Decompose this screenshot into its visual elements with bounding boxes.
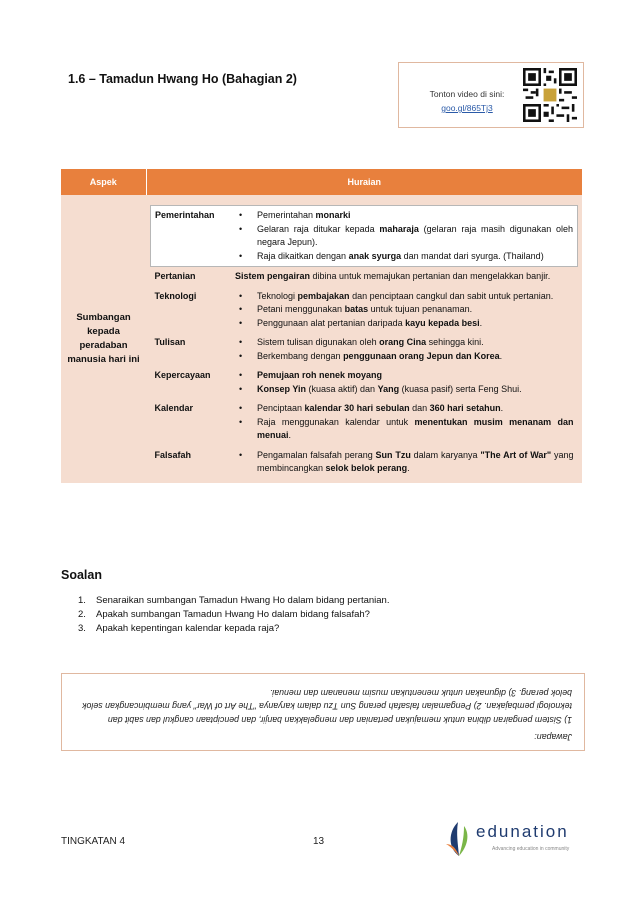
header-huraian: Huraian <box>146 169 582 195</box>
qr-code-icon[interactable] <box>523 68 577 122</box>
row-kepercayaan <box>151 366 578 399</box>
row-detail: • Teknologi pembajakan dan penciptaan cangkul dan sabit untuk pertanian. • Petani menggunakan batas untuk tujuan penanaman. • Penggunaan alat pertanian daripada kayu kepada besi. <box>231 287 578 334</box>
video-text <box>417 89 517 113</box>
row-pertanian <box>151 267 578 287</box>
row-detail: • Pengamalan falsafah perang Sun Tzu dalam karyanya "The Art of War" yang membincangkan selok belok perang. <box>231 446 578 479</box>
header-aspek: Aspek <box>61 169 146 195</box>
video-label: Tonton video di sini: <box>429 89 505 99</box>
question-list <box>78 594 389 636</box>
video-callout <box>398 62 584 128</box>
category-label: Kepercayaan <box>154 370 211 380</box>
row-detail: • Pemujaan roh nenek moyang • Konsep Yin (kuasa aktif) dan Yang (kuasa pasif) serta Feng Shui. <box>231 366 578 399</box>
row-detail: • Penciptaan kalendar 30 hari sebulan dan 360 hari setahun. • Raja menggunakan kalendar untuk menentukan musim menanam dan menuai. <box>231 399 578 446</box>
aspek-label: Sumbangan kepada peradaban manusia hari ini <box>61 195 146 483</box>
category-label: Pemerintahan <box>155 210 215 220</box>
row-teknologi <box>151 287 578 334</box>
leaf-icon <box>444 818 474 858</box>
answer-label: Jawapan: <box>534 732 572 742</box>
category-label: Falsafah <box>154 449 192 460</box>
page-title: 1.6 – Tamadun Hwang Ho (Bahagian 2) <box>68 72 297 86</box>
category-label: Teknologi <box>154 290 197 301</box>
question-item: 2. Apakah sumbangan Tamadun Hwang Ho dalam bidang falsafah? <box>78 608 389 622</box>
footer-grade: TINGKATAN 4 <box>61 836 126 847</box>
row-kalendar <box>151 399 578 446</box>
row-detail: Sistem pengairan dibina untuk memajukan pertanian dan mengelakkan banjir. <box>235 271 551 281</box>
category-label: Tulisan <box>154 337 186 347</box>
logo-subtitle: Advancing education in community <box>492 846 570 852</box>
row-detail: • Pemerintahan monarki • Gelaran raja ditukar kepada maharaja (gelaran raja masih digunakan oleh negara Jepun). • Raja dikaitkan dengan anak syurga dan mandat dari syurga. (Thailand) <box>231 206 578 267</box>
answer-box <box>61 673 585 751</box>
logo-text: edunation <box>476 822 569 841</box>
answer-upside-down <box>62 674 584 750</box>
category-label: Kalendar <box>154 403 194 413</box>
edunation-logo <box>444 818 584 860</box>
row-falsafah <box>151 446 578 479</box>
answer-text: 1) Sistem pengairan dibina untuk memajukan pertanian dan mengelakkan banjir, dan penciptaan cangkul dan sabit dan teknologi pembajakan. 2) Pengamalan falsafah perang Sun Tzu dalam karyanya "The Art of War" yang membincangkan selok belok perang. 3) digunakan untuk menentukan musim menanam dan menuai. <box>82 688 572 725</box>
question-item: 3. Apakah kepentingan kalendar kepada raja? <box>78 622 389 636</box>
soalan-heading: Soalan <box>61 568 102 582</box>
category-label: Pertanian <box>154 271 196 281</box>
huraian-table <box>61 169 582 483</box>
question-item: 1. Senaraikan sumbangan Tamadun Hwang Ho dalam bidang pertanian. <box>78 594 389 608</box>
row-detail: • Sistem tulisan digunakan oleh orang Cina sehingga kini. • Berkembang dengan penggunaan orang Jepun dan Korea. <box>231 333 578 366</box>
row-tulisan <box>151 333 578 366</box>
video-link[interactable]: goo.gl/865Tj3 <box>441 103 493 113</box>
huraian-panel <box>146 195 582 483</box>
page-number: 13 <box>313 836 325 847</box>
row-pemerintahan <box>151 206 578 267</box>
